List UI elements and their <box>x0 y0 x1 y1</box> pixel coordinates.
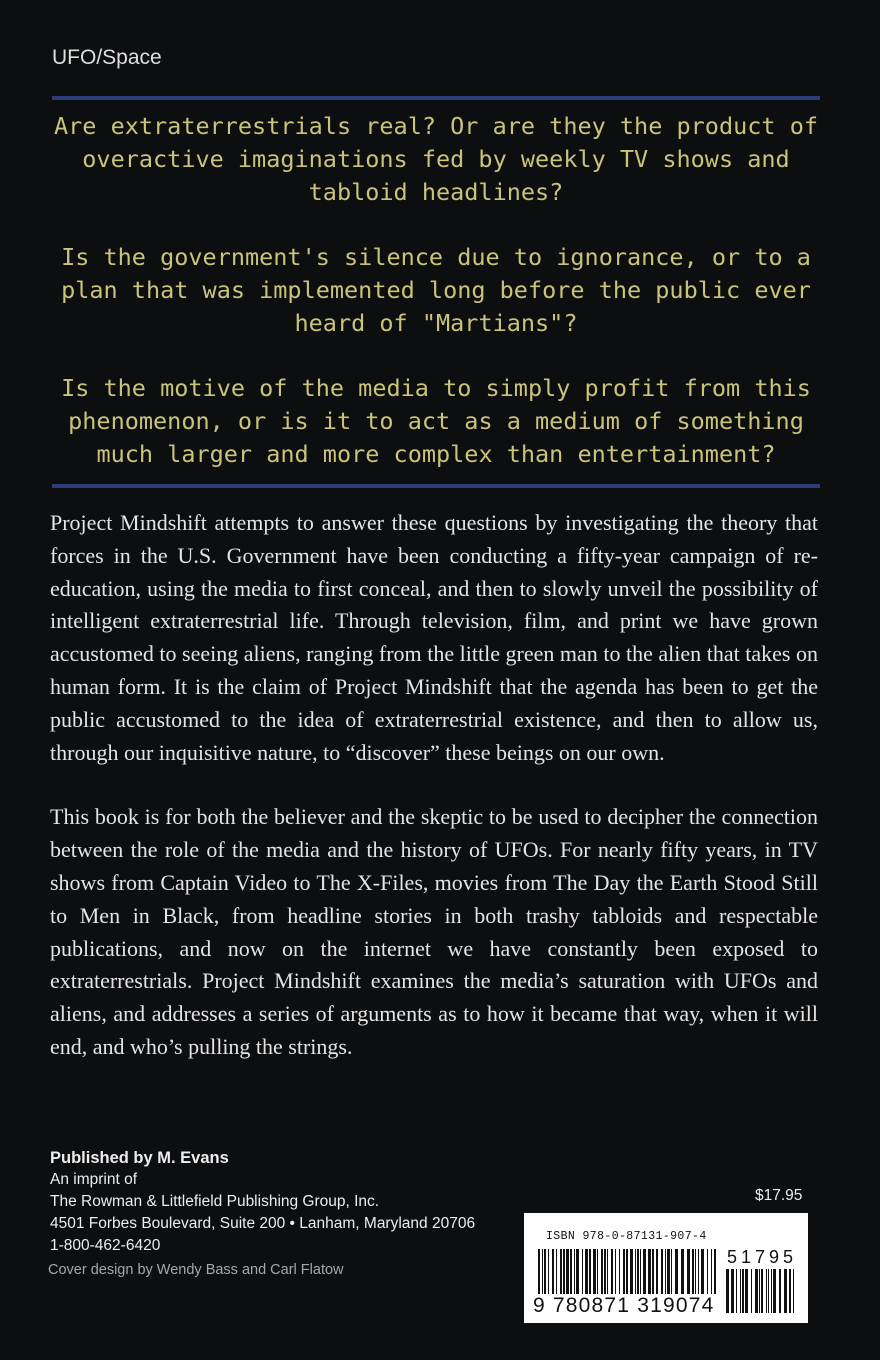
description-paragraph-1: Project Mindshift attempts to answer these questions by investigating the theory that forces in the U.S. Government have been conducting a fifty-year campaign of re-education, using the media to first conceal, and then to slowly unveil the possibility of intelligent extraterrestrial life. Through television, film, and print we have grown accustomed to seeing aliens, ranging from the little green man to the alien that takes on human form. It is the claim of Project Mindshift that the agenda has been to get the public accustomed to the idea of extraterrestrial existence, and then to allow us, through our inquisitive nature, to “discover” these beings on our own. <box>50 510 818 765</box>
ean-digits: 9 780871 319074 <box>533 1294 719 1318</box>
price-code-barcode-icon <box>726 1269 794 1313</box>
publisher-phone: 1-800-462-6420 <box>50 1237 161 1254</box>
question-2: Is the government's silence due to ignorance, or to a plan that was implemented long before the public ever heard of "Martians"? <box>61 243 811 337</box>
publisher-address: 4501 Forbes Boulevard, Suite 200 • Lanham, Maryland 20706 <box>50 1215 476 1232</box>
publisher-group: The Rowman & Littlefield Publishing Group, Inc. <box>50 1193 380 1210</box>
category-label: UFO/Space <box>52 46 162 69</box>
cover-credit: Cover design by Wendy Bass and Carl Flatow <box>48 1262 344 1278</box>
isbn-label: ISBN 978-0-87131-907-4 <box>546 1230 707 1243</box>
publisher-imprint: An imprint of <box>50 1171 138 1188</box>
question-1: Are extraterrestrials real? Or are they the product of overactive imaginations fed by weekly TV shows and tabloid headlines? <box>53 112 818 206</box>
description-paragraph-2: This book is for both the believer and the skeptic to be used to decipher the connection between the role of the media and the history of UFOs. For nearly fifty years, in TV shows from Captain Video to The X-Files, movies from The Day the Earth Stood Still to Men in Black, from headline stories in both trashy tabloids and respectable publications, and now on the internet we have constantly been exposed to extraterrestrials. Project Mindshift examines the media’s saturation with UFOs and aliens, and addresses a series of arguments as to how it became that way, when it will end, and who’s pulling the strings. <box>50 804 818 1059</box>
publisher-info <box>50 1147 475 1257</box>
description-block <box>50 507 818 1064</box>
publisher-name: Published by M. Evans <box>50 1149 229 1167</box>
price-label: $17.95 <box>755 1187 803 1204</box>
top-divider <box>52 96 820 100</box>
price-code-digits: 51795 <box>727 1247 798 1267</box>
question-3: Is the motive of the media to simply profit from this phenomenon, or is it to act as a medium of something much larger and more complex than entertainment? <box>61 374 811 468</box>
barcode-panel <box>524 1213 808 1323</box>
question-block <box>52 110 820 471</box>
bottom-divider <box>52 484 820 488</box>
